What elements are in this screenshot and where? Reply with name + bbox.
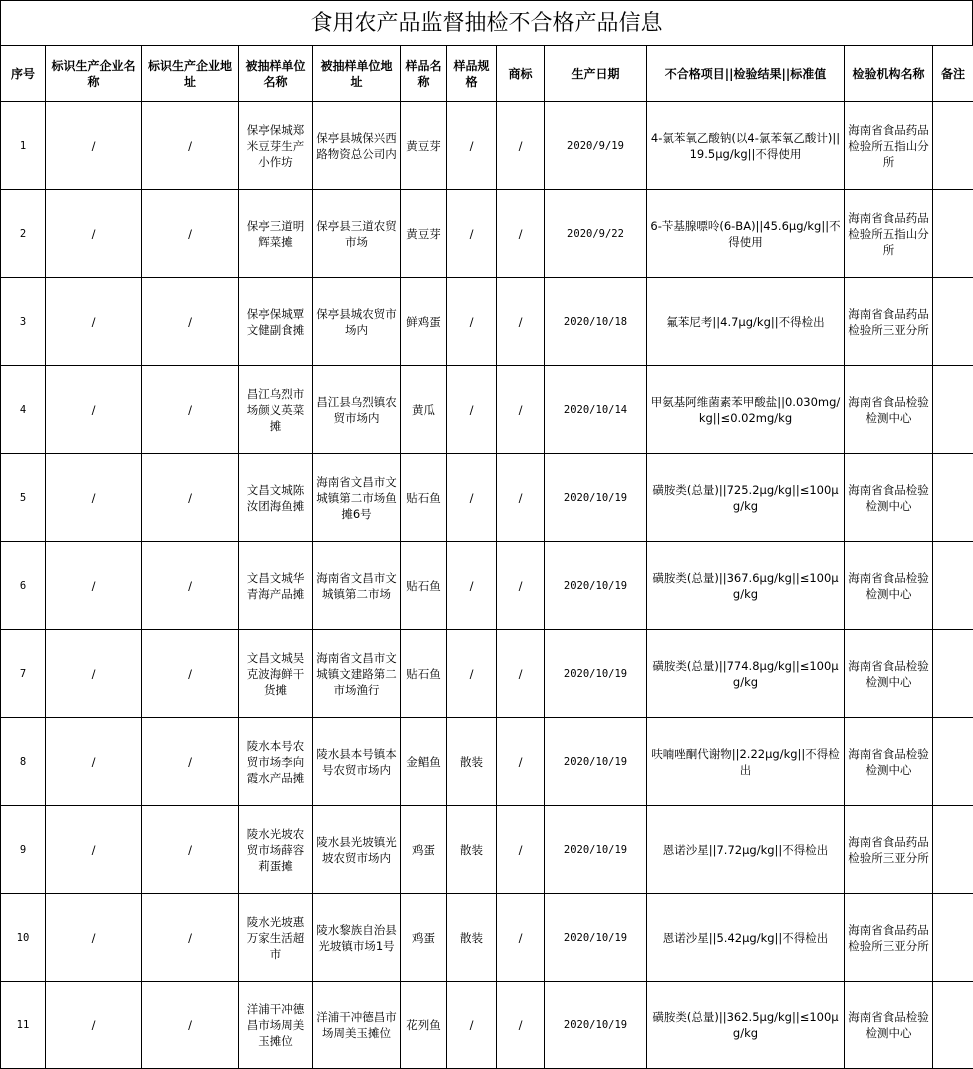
header-col-mfr-address: 标识生产企业地址 [142, 46, 239, 102]
cell-mfr-name: / [46, 278, 142, 366]
cell-sampled-unit-name: 文昌文城吴克波海鲜干货摊 [239, 630, 313, 718]
cell-mfr-address: / [142, 894, 239, 982]
cell-sampled-unit-address: 陵水县光坡镇光坡农贸市场内 [313, 806, 401, 894]
cell-remarks [933, 806, 973, 894]
cell-inspection-agency: 海南省食品检验检测中心 [845, 982, 933, 1069]
cell-mfr-address: / [142, 278, 239, 366]
cell-index: 2 [1, 190, 46, 278]
cell-failed-item: 磺胺类(总量)||774.8μg/kg||≤100μg/kg [647, 630, 845, 718]
cell-production-date: 2020/10/18 [545, 278, 647, 366]
cell-mfr-address: / [142, 454, 239, 542]
cell-sampled-unit-address: 陵水黎族自治县光坡镇市场1号 [313, 894, 401, 982]
cell-index: 9 [1, 806, 46, 894]
cell-mfr-name: / [46, 718, 142, 806]
cell-mfr-address: / [142, 542, 239, 630]
header-col-sample-spec: 样品规格 [447, 46, 497, 102]
cell-sample-name: 贴石鱼 [401, 454, 447, 542]
cell-production-date: 2020/10/19 [545, 630, 647, 718]
cell-mfr-address: / [142, 190, 239, 278]
table-row [1, 894, 973, 982]
cell-inspection-agency: 海南省食品检验检测中心 [845, 366, 933, 454]
header-col-sample-name: 样品名称 [401, 46, 447, 102]
cell-trademark: / [497, 366, 545, 454]
cell-sample-spec: / [447, 190, 497, 278]
cell-remarks [933, 982, 973, 1069]
cell-mfr-address: / [142, 718, 239, 806]
cell-sample-spec: 散装 [447, 806, 497, 894]
cell-remarks [933, 366, 973, 454]
cell-inspection-agency: 海南省食品药品检验所五指山分所 [845, 190, 933, 278]
cell-production-date: 2020/9/22 [545, 190, 647, 278]
cell-index: 3 [1, 278, 46, 366]
cell-sampled-unit-name: 文昌文城陈汝团海鱼摊 [239, 454, 313, 542]
header-col-sampled-unit-address: 被抽样单位地址 [313, 46, 401, 102]
document-title: 食用农产品监督抽检不合格产品信息 [0, 0, 973, 45]
cell-sample-name: 鸡蛋 [401, 806, 447, 894]
header-col-remarks: 备注 [933, 46, 973, 102]
cell-failed-item: 磺胺类(总量)||362.5μg/kg||≤100μg/kg [647, 982, 845, 1069]
cell-mfr-address: / [142, 806, 239, 894]
cell-mfr-name: / [46, 366, 142, 454]
table-row [1, 102, 973, 190]
cell-sampled-unit-address: 保亭县城保兴西路物资总公司内 [313, 102, 401, 190]
cell-trademark: / [497, 542, 545, 630]
cell-index: 8 [1, 718, 46, 806]
cell-production-date: 2020/10/19 [545, 542, 647, 630]
cell-inspection-agency: 海南省食品检验检测中心 [845, 718, 933, 806]
cell-sample-spec: / [447, 366, 497, 454]
cell-sample-name: 黄豆芽 [401, 190, 447, 278]
cell-sample-spec: / [447, 982, 497, 1069]
cell-sample-spec: / [447, 542, 497, 630]
cell-failed-item: 6-苄基腺嘌呤(6-BA)||45.6μg/kg||不得使用 [647, 190, 845, 278]
cell-failed-item: 甲氨基阿维菌素苯甲酸盐||0.030mg/kg||≤0.02mg/kg [647, 366, 845, 454]
cell-failed-item: 磺胺类(总量)||367.6μg/kg||≤100μg/kg [647, 542, 845, 630]
cell-failed-item: 恩诺沙星||7.72μg/kg||不得检出 [647, 806, 845, 894]
cell-remarks [933, 542, 973, 630]
cell-sampled-unit-name: 保亭三道明辉菜摊 [239, 190, 313, 278]
cell-inspection-agency: 海南省食品检验检测中心 [845, 454, 933, 542]
cell-index: 11 [1, 982, 46, 1069]
cell-inspection-agency: 海南省食品药品检验所三亚分所 [845, 806, 933, 894]
cell-sampled-unit-name: 昌江乌烈市场颜义英菜摊 [239, 366, 313, 454]
cell-sampled-unit-name: 陵水本号农贸市场李向霞水产品摊 [239, 718, 313, 806]
cell-remarks [933, 278, 973, 366]
table-row [1, 718, 973, 806]
cell-sample-spec: 散装 [447, 718, 497, 806]
cell-production-date: 2020/10/19 [545, 718, 647, 806]
cell-sample-spec: 散装 [447, 894, 497, 982]
cell-mfr-name: / [46, 806, 142, 894]
cell-trademark: / [497, 894, 545, 982]
cell-sampled-unit-address: 保亭县城农贸市场内 [313, 278, 401, 366]
cell-mfr-name: / [46, 542, 142, 630]
cell-sample-name: 黄豆芽 [401, 102, 447, 190]
header-col-failed-item: 不合格项目||检验结果||标准值 [647, 46, 845, 102]
cell-index: 5 [1, 454, 46, 542]
header-row [1, 46, 973, 102]
cell-mfr-name: / [46, 454, 142, 542]
cell-remarks [933, 630, 973, 718]
header-col-trademark: 商标 [497, 46, 545, 102]
cell-remarks [933, 718, 973, 806]
cell-inspection-agency: 海南省食品药品检验所三亚分所 [845, 894, 933, 982]
cell-inspection-agency: 海南省食品检验检测中心 [845, 630, 933, 718]
header-col-sampled-unit-name: 被抽样单位名称 [239, 46, 313, 102]
cell-trademark: / [497, 718, 545, 806]
table-row [1, 454, 973, 542]
cell-index: 10 [1, 894, 46, 982]
cell-mfr-name: / [46, 630, 142, 718]
cell-trademark: / [497, 630, 545, 718]
cell-sample-name: 贴石鱼 [401, 542, 447, 630]
cell-sample-name: 金鲳鱼 [401, 718, 447, 806]
cell-failed-item: 4-氯苯氧乙酸钠(以4-氯苯氧乙酸计)||19.5μg/kg||不得使用 [647, 102, 845, 190]
cell-mfr-name: / [46, 894, 142, 982]
cell-sampled-unit-address: 海南省文昌市文城镇文建路第二市场渔行 [313, 630, 401, 718]
cell-sampled-unit-name: 陵水光坡农贸市场薛容莉蛋摊 [239, 806, 313, 894]
cell-sample-name: 鲜鸡蛋 [401, 278, 447, 366]
table-row [1, 278, 973, 366]
cell-mfr-name: / [46, 982, 142, 1069]
cell-remarks [933, 190, 973, 278]
cell-remarks [933, 894, 973, 982]
cell-trademark: / [497, 806, 545, 894]
cell-inspection-agency: 海南省食品检验检测中心 [845, 542, 933, 630]
cell-trademark: / [497, 454, 545, 542]
table-row [1, 630, 973, 718]
table-row [1, 190, 973, 278]
cell-sampled-unit-address: 昌江县乌烈镇农贸市场内 [313, 366, 401, 454]
header-col-inspection-agency: 检验机构名称 [845, 46, 933, 102]
cell-production-date: 2020/10/19 [545, 982, 647, 1069]
cell-production-date: 2020/10/19 [545, 806, 647, 894]
cell-sample-name: 花列鱼 [401, 982, 447, 1069]
cell-sample-name: 贴石鱼 [401, 630, 447, 718]
cell-sampled-unit-address: 陵水县本号镇本号农贸市场内 [313, 718, 401, 806]
cell-failed-item: 磺胺类(总量)||725.2μg/kg||≤100μg/kg [647, 454, 845, 542]
cell-inspection-agency: 海南省食品药品检验所三亚分所 [845, 278, 933, 366]
cell-sample-spec: / [447, 454, 497, 542]
table-row [1, 806, 973, 894]
cell-sampled-unit-address: 海南省文昌市文城镇第二市场 [313, 542, 401, 630]
cell-sampled-unit-name: 洋浦干冲德昌市场周美玉摊位 [239, 982, 313, 1069]
cell-trademark: / [497, 278, 545, 366]
table-body [1, 102, 973, 1069]
cell-sample-spec: / [447, 630, 497, 718]
cell-remarks [933, 454, 973, 542]
header-col-production-date: 生产日期 [545, 46, 647, 102]
cell-sampled-unit-address: 保亭县三道农贸市场 [313, 190, 401, 278]
cell-sampled-unit-name: 保亭保城郑米豆芽生产小作坊 [239, 102, 313, 190]
cell-trademark: / [497, 102, 545, 190]
cell-production-date: 2020/10/14 [545, 366, 647, 454]
cell-mfr-name: / [46, 190, 142, 278]
cell-sample-name: 鸡蛋 [401, 894, 447, 982]
cell-index: 7 [1, 630, 46, 718]
header-col-mfr-name: 标识生产企业名称 [46, 46, 142, 102]
header-col-index: 序号 [1, 46, 46, 102]
cell-failed-item: 恩诺沙星||5.42μg/kg||不得检出 [647, 894, 845, 982]
cell-trademark: / [497, 982, 545, 1069]
cell-sample-spec: / [447, 102, 497, 190]
cell-production-date: 2020/9/19 [545, 102, 647, 190]
cell-mfr-address: / [142, 982, 239, 1069]
cell-index: 4 [1, 366, 46, 454]
cell-sampled-unit-address: 洋浦干冲德昌市场周美玉摊位 [313, 982, 401, 1069]
cell-sampled-unit-name: 陵水光坡惠万家生活超市 [239, 894, 313, 982]
cell-sampled-unit-name: 文昌文城华青海产品摊 [239, 542, 313, 630]
cell-remarks [933, 102, 973, 190]
cell-sampled-unit-address: 海南省文昌市文城镇第二市场鱼摊6号 [313, 454, 401, 542]
cell-mfr-name: / [46, 102, 142, 190]
cell-mfr-address: / [142, 366, 239, 454]
inspection-table [0, 45, 973, 1069]
table-row [1, 982, 973, 1069]
cell-mfr-address: / [142, 102, 239, 190]
cell-trademark: / [497, 190, 545, 278]
cell-production-date: 2020/10/19 [545, 454, 647, 542]
cell-sample-spec: / [447, 278, 497, 366]
cell-mfr-address: / [142, 630, 239, 718]
cell-failed-item: 呋喃唑酮代谢物||2.22μg/kg||不得检出 [647, 718, 845, 806]
cell-index: 1 [1, 102, 46, 190]
cell-sample-name: 黄瓜 [401, 366, 447, 454]
table-row [1, 542, 973, 630]
cell-production-date: 2020/10/19 [545, 894, 647, 982]
cell-index: 6 [1, 542, 46, 630]
cell-failed-item: 氟苯尼考||4.7μg/kg||不得检出 [647, 278, 845, 366]
cell-sampled-unit-name: 保亭保城覃文健副食摊 [239, 278, 313, 366]
table-row [1, 366, 973, 454]
cell-inspection-agency: 海南省食品药品检验所五指山分所 [845, 102, 933, 190]
